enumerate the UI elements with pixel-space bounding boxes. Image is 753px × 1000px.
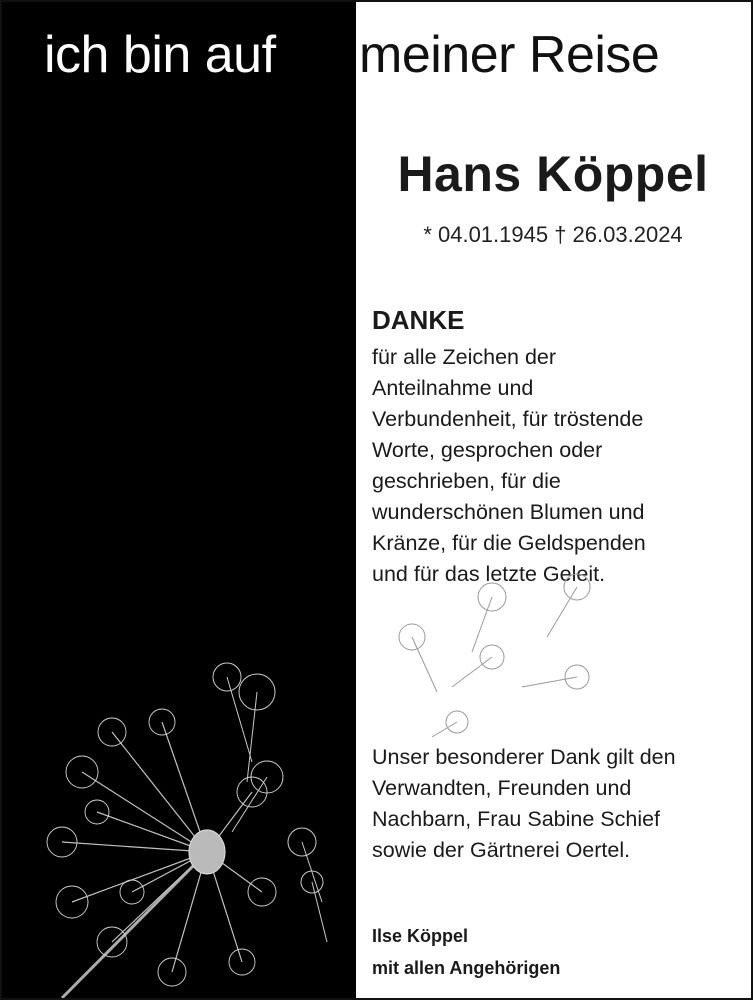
special-thanks-text: [372, 742, 676, 866]
thanks-line: Worte, gesprochen oder: [372, 438, 603, 462]
flying-seeds-image: [372, 542, 612, 742]
thanks-line: wunderschönen Blumen und: [372, 500, 645, 524]
signature: [372, 920, 560, 984]
special-thanks-line: Nachbarn, Frau Sabine Schief: [372, 807, 661, 831]
thanks-line: und für das letzte Geleit.: [372, 562, 606, 586]
thanks-line: Kränze, für die Geldspenden: [372, 531, 646, 555]
motto-left: ich bin auf: [44, 26, 276, 84]
signature-name: Ilse Köppel: [372, 926, 469, 946]
thanks-line: Verbundenheit, für tröstende: [372, 407, 644, 431]
signature-family: mit allen Angehörigen: [372, 958, 561, 978]
special-thanks-line: Verwandten, Freunden und: [372, 776, 632, 800]
thanks-line: Anteilnahme und: [372, 376, 534, 400]
dandelion-image: [2, 642, 356, 998]
deceased-name: Hans Köppel: [397, 146, 709, 202]
thanks-line: geschrieben, für die: [372, 469, 561, 493]
thanks-line: für alle Zeichen der: [372, 345, 557, 369]
special-thanks-line: sowie der Gärtnerei Oertel.: [372, 838, 631, 862]
motto-right: meiner Reise: [359, 26, 660, 84]
special-thanks-line: Unser besonderer Dank gilt den: [372, 745, 676, 769]
life-dates: * 04.01.1945 † 26.03.2024: [423, 222, 683, 247]
black-photo-panel: [2, 2, 356, 998]
thanks-heading: DANKE: [372, 305, 465, 335]
